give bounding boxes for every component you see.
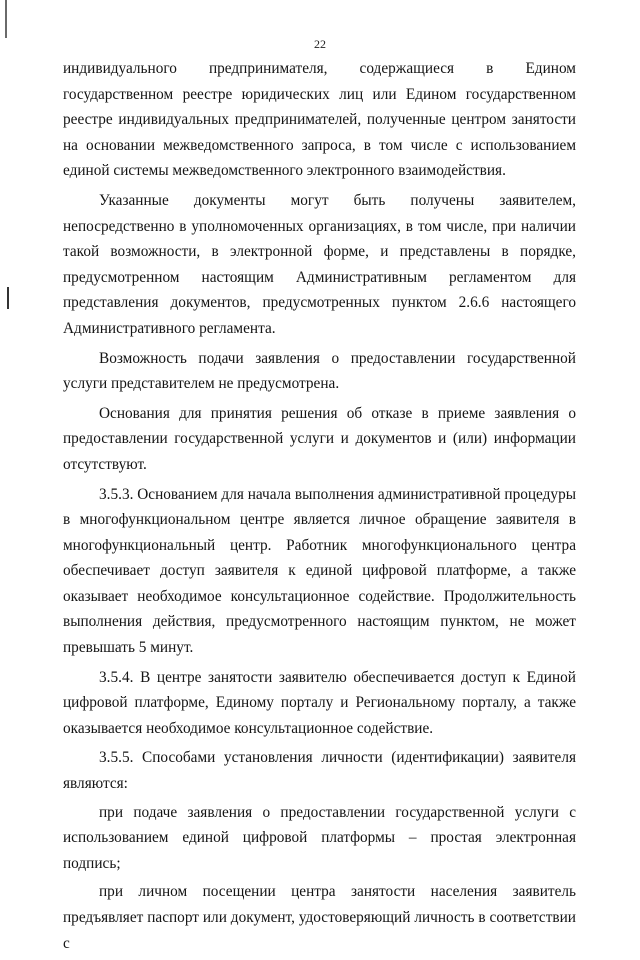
page-number: 22: [314, 37, 326, 51]
paragraph-personal-visit: при личном посещении центра занятости населения заявитель предъявляет паспорт или документ, удостоверяющий личность в соответствии с: [63, 883, 576, 952]
scan-edge-mark-middle: [7, 287, 9, 309]
paragraph-3-5-4: 3.5.4. В центре занятости заявителю обеспечивается доступ к Единой цифровой платформе, Единому порталу и Региональному порталу, а также оказывается необходимое консультационное содействие.: [63, 668, 576, 737]
paragraph-3-5-5: 3.5.5. Способами установления личности (идентификации) заявителя являются:: [63, 749, 576, 793]
paragraph-continuation: индивидуального предпринимателя, содержащиеся в Едином государственном реестре юридических лиц или Едином государственном реестре индивидуальных предпринимателей, полученные центром занятости на основании межведомственного запроса, в том числе с использованием единой системы межведомственного электронного взаимодействия.: [63, 60, 576, 180]
paragraph-documents-obtained: Указанные документы могут быть получены заявителем, непосредственно в уполномоченных организациях, в том числе, при наличии такой возможности, в электронной форме, и представлены в порядке, предусмотренном настоящим Административным регламентом для представления документов, предусмотренных пунктом 2.6.6 настоящего Административного регламента.: [63, 191, 576, 337]
paragraph-refusal-grounds: Основания для принятия решения об отказе в приеме заявления о предоставлении государственной услуги и документов и (или) информации отсутствуют.: [63, 404, 576, 473]
paragraph-3-5-3: 3.5.3. Основанием для начала выполнения административной процедуры в многофункциональном центре является личное обращение заявителя в многофункциональный центр. Работник многофункционального центра обеспечивает доступ заявителя к единой цифровой платформе, а также оказывает необходимое консультационное содействие. Продолжительность выполнения действия, предусмотренного настоящим пунктом, не может превышать 5 минут.: [63, 485, 576, 657]
paragraph-representative: Возможность подачи заявления о предоставлении государственной услуги представителем не предусмотрена.: [63, 349, 576, 393]
document-body: [63, 56, 576, 960]
paragraph-digital-platform-signature: при подаче заявления о предоставлении государственной услуги с использованием единой цифровой платформы – простая электронная подпись;: [63, 803, 576, 872]
scan-edge-mark-top: [5, 0, 7, 38]
